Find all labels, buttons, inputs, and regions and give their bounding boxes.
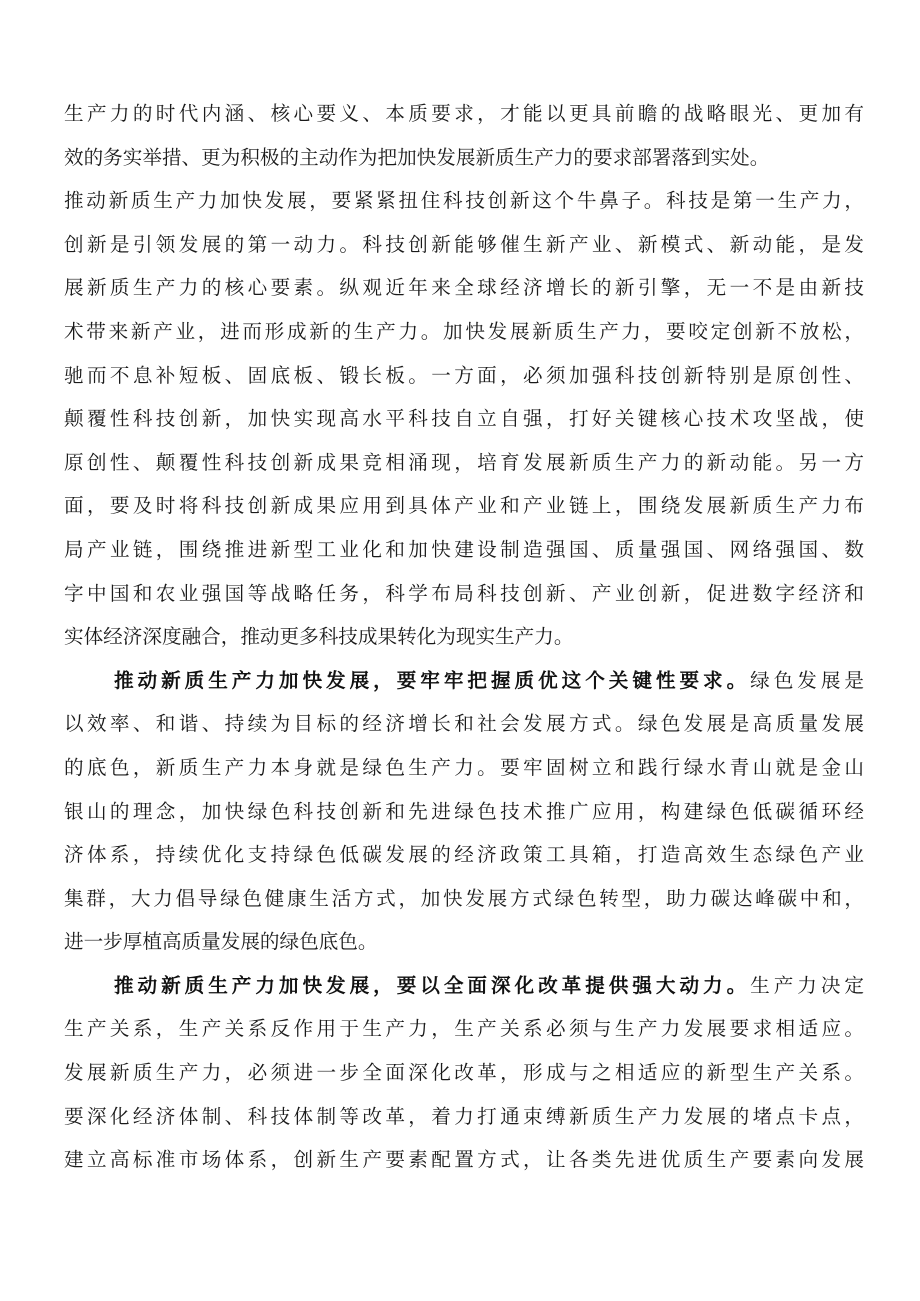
text-line: 术带来新产业，进而形成新的生产力。加快发展新质生产力，要咬定创新不放松， <box>64 319 864 343</box>
text-line: 局产业链，围绕推进新型工业化和加快建设制造强国、质量强国、网络强国、数 <box>64 537 864 561</box>
text-line: 面，要及时将科技创新成果应用到具体产业和产业链上，围绕发展新质生产力布 <box>64 494 864 518</box>
text-line: 推动新质生产力加快发展，要紧紧扭住科技创新这个牛鼻子。科技是第一生产力， <box>64 189 864 213</box>
document-body <box>64 92 864 1182</box>
text-line: 发展新质生产力，必须进一步全面深化改革，形成与之相适应的新型生产关系。 <box>64 1061 864 1085</box>
text-line-first <box>64 964 864 1008</box>
text-line: 进一步厚植高质量发展的绿色底色。 <box>64 930 378 954</box>
paragraph-1 <box>64 92 864 179</box>
paragraph-2 <box>64 179 864 659</box>
paragraph-lead-rest: 绿色发展是 <box>750 668 865 692</box>
text-line: 效的务实举措、更为积极的主动作为把加快发展新质生产力的要求部署落到实处。 <box>64 145 770 169</box>
paragraph-lead-rest: 生产力决定 <box>750 973 865 997</box>
text-line: 展新质生产力的核心要素。纵观近年来全球经济增长的新引擎，无一不是由新技 <box>64 276 864 300</box>
text-line: 生产关系，生产关系反作用于生产力，生产关系必须与生产力发展要求相适应。 <box>64 1017 864 1041</box>
text-line: 生产力的时代内涵、核心要义、本质要求，才能以更具前瞻的战略眼光、更加有 <box>64 102 864 125</box>
paragraph-lead-heading: 推动新质生产力加快发展，要以全面深化改革提供强大动力。 <box>114 973 751 997</box>
paragraph-4 <box>64 964 864 1182</box>
text-line: 的底色，新质生产力本身就是绿色生产力。要牢固树立和践行绿水青山就是金山 <box>64 755 864 779</box>
text-line: 驰而不息补短板、固底板、锻长板。一方面，必须加强科技创新特别是原创性、 <box>64 363 864 387</box>
paragraph-lead-heading: 推动新质生产力加快发展，要牢牢把握质优这个关键性要求。 <box>114 668 751 692</box>
text-line: 要深化经济体制、科技体制等改革，着力打通束缚新质生产力发展的堵点卡点， <box>64 1104 864 1128</box>
text-line-first <box>64 659 864 703</box>
text-line: 集群，大力倡导绿色健康生活方式，加快发展方式绿色转型，助力碳达峰碳中和， <box>64 886 864 910</box>
text-line: 银山的理念，加快绿色科技创新和先进绿色技术推广应用，构建绿色低碳循环经 <box>64 799 864 823</box>
text-line: 济体系，持续优化支持绿色低碳发展的经济政策工具箱，打造高效生态绿色产业 <box>64 843 864 867</box>
text-line: 创新是引领发展的第一动力。科技创新能够催生新产业、新模式、新动能，是发 <box>64 232 864 256</box>
text-line: 以效率、和谐、持续为目标的经济增长和社会发展方式。绿色发展是高质量发展 <box>64 712 864 736</box>
text-line: 实体经济深度融合，推动更多科技成果转化为现实生产力。 <box>64 625 574 649</box>
text-line: 颠覆性科技创新，加快实现高水平科技自立自强，打好关键核心技术攻坚战，使 <box>64 407 864 431</box>
text-line: 原创性、颠覆性科技创新成果竞相涌现，培育发展新质生产力的新动能。另一方 <box>64 450 864 474</box>
text-line: 字中国和农业强国等战略任务，科学布局科技创新、产业创新，促进数字经济和 <box>64 581 864 605</box>
paragraph-3 <box>64 659 864 964</box>
text-line: 建立高标准市场体系，创新生产要素配置方式，让各类先进优质生产要素向发展 <box>64 1148 864 1172</box>
